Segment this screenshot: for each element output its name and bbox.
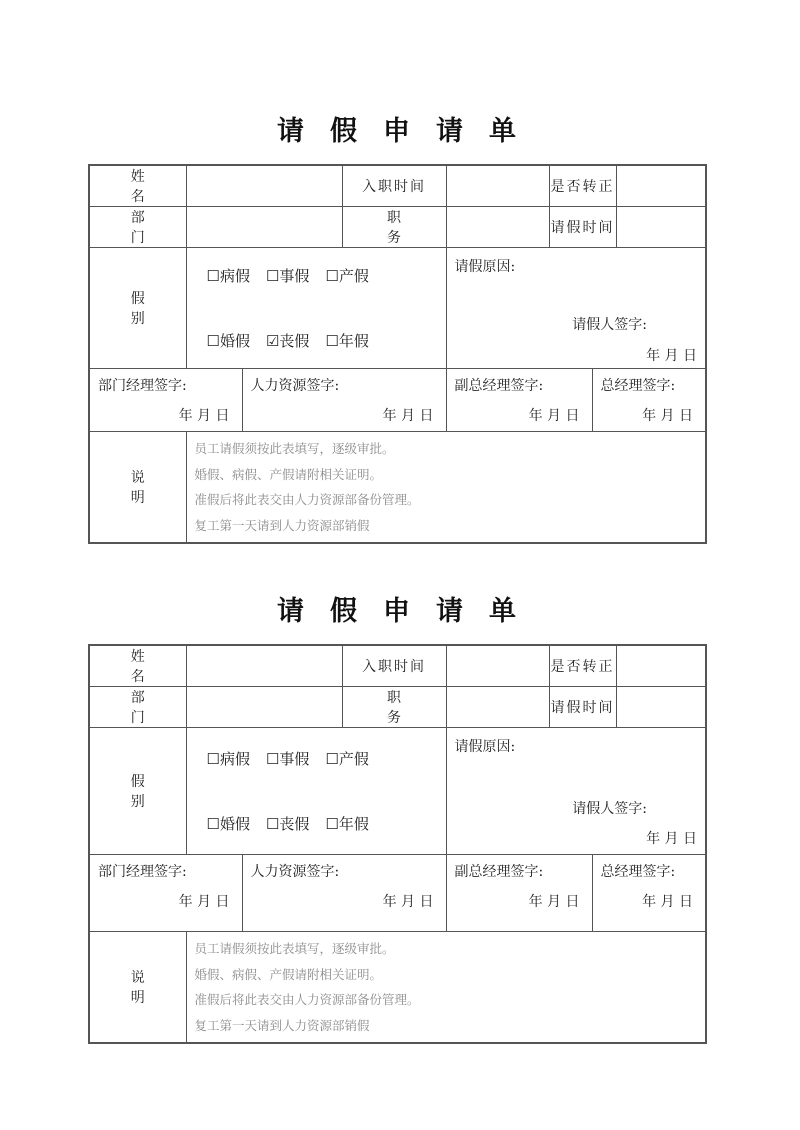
- form-title: 请假申请单: [277, 116, 542, 147]
- position-label: 职 务: [342, 207, 446, 248]
- dept-label: 部 门: [89, 207, 186, 248]
- dept-label: 部 门: [89, 687, 186, 728]
- leave-type-label: 假 别: [89, 728, 186, 855]
- vp-signature[interactable]: 副总经理签字: 年 月 日: [446, 369, 592, 432]
- leave-time-field[interactable]: [616, 207, 706, 248]
- leave-form-2: [88, 592, 705, 1044]
- note-line: 员工请假须按此表填写，逐级审批。: [194, 941, 395, 956]
- notes-label: 说 明: [89, 932, 186, 1044]
- vp-signature[interactable]: 副总经理签字: 年 月 日: [446, 855, 592, 932]
- note-line: 复工第一天请到人力资源部销假: [194, 1017, 370, 1033]
- notes-label: 说 明: [89, 432, 186, 544]
- form-table: [88, 164, 707, 544]
- applicant-signature-label: 请假人签字:: [572, 317, 647, 333]
- checkbox-bereavement[interactable]: ☑丧假: [265, 332, 310, 350]
- leave-time-label: 请假时间: [549, 687, 616, 728]
- leave-time-label: 请假时间: [549, 207, 616, 248]
- applicant-date: 年 月 日: [646, 831, 697, 847]
- form-table: [88, 644, 707, 1044]
- note-line: 员工请假须按此表填写，逐级审批。: [194, 441, 395, 456]
- regular-status-field[interactable]: [616, 645, 706, 687]
- name-label: 姓 名: [89, 165, 186, 207]
- leave-type-options: [186, 248, 446, 369]
- regular-status-label: 是否转正: [549, 165, 616, 207]
- checkbox-sick[interactable]: ☐病假: [206, 267, 250, 285]
- gm-signature[interactable]: 总经理签字: 年 月 日: [592, 855, 706, 932]
- hire-date-label: 入职时间: [342, 645, 446, 687]
- dept-manager-signature[interactable]: 部门经理签字: 年 月 日: [89, 855, 242, 932]
- checkbox-annual[interactable]: ☐年假: [325, 815, 369, 833]
- hr-signature[interactable]: 人力资源签字: 年 月 日: [242, 855, 446, 932]
- checkbox-bereavement[interactable]: ☐丧假: [265, 815, 310, 833]
- gm-signature[interactable]: 总经理签字: 年 月 日: [592, 369, 706, 432]
- leave-form-1: [88, 112, 705, 544]
- leave-time-field[interactable]: [616, 687, 706, 728]
- notes-content: [186, 432, 706, 544]
- note-line: 婚假、病假、产假请附相关证明。: [194, 966, 383, 982]
- leave-type-label: 假 别: [89, 248, 186, 369]
- checkbox-maternity[interactable]: ☐产假: [325, 750, 369, 768]
- note-line: 准假后将此表交由人力资源部备份管理。: [194, 992, 420, 1007]
- name-label: 姓 名: [89, 645, 186, 687]
- regular-status-field[interactable]: [616, 165, 706, 207]
- checkbox-sick[interactable]: ☐病假: [206, 750, 250, 768]
- regular-status-label: 是否转正: [549, 645, 616, 687]
- dept-field[interactable]: [186, 207, 342, 248]
- reason-field[interactable]: [446, 248, 706, 369]
- checkbox-marriage[interactable]: ☐婚假: [206, 815, 250, 833]
- applicant-date: 年 月 日: [646, 348, 697, 364]
- position-field[interactable]: [446, 207, 549, 248]
- hire-date-field[interactable]: [446, 645, 549, 687]
- checkbox-maternity[interactable]: ☐产假: [325, 267, 369, 285]
- checkbox-personal[interactable]: ☐事假: [265, 267, 310, 285]
- dept-field[interactable]: [186, 687, 342, 728]
- dept-manager-signature[interactable]: 部门经理签字: 年 月 日: [89, 369, 242, 432]
- leave-type-options: [186, 728, 446, 855]
- name-field[interactable]: [186, 165, 342, 207]
- hire-date-field[interactable]: [446, 165, 549, 207]
- reason-label: 请假原因:: [454, 259, 516, 275]
- applicant-signature-label: 请假人签字:: [572, 801, 647, 817]
- checkbox-personal[interactable]: ☐事假: [265, 750, 310, 768]
- note-line: 准假后将此表交由人力资源部备份管理。: [194, 492, 420, 507]
- form-title: 请假申请单: [277, 596, 542, 627]
- position-field[interactable]: [446, 687, 549, 728]
- note-line: 婚假、病假、产假请附相关证明。: [194, 466, 383, 482]
- position-label: 职 务: [342, 687, 446, 728]
- note-line: 复工第一天请到人力资源部销假: [194, 517, 370, 533]
- name-field[interactable]: [186, 645, 342, 687]
- checkbox-annual[interactable]: ☐年假: [325, 332, 369, 350]
- checkbox-marriage[interactable]: ☐婚假: [206, 332, 250, 350]
- hire-date-label: 入职时间: [342, 165, 446, 207]
- notes-content: [186, 932, 706, 1044]
- reason-label: 请假原因:: [454, 739, 516, 755]
- hr-signature[interactable]: 人力资源签字: 年 月 日: [242, 369, 446, 432]
- reason-field[interactable]: [446, 728, 706, 855]
